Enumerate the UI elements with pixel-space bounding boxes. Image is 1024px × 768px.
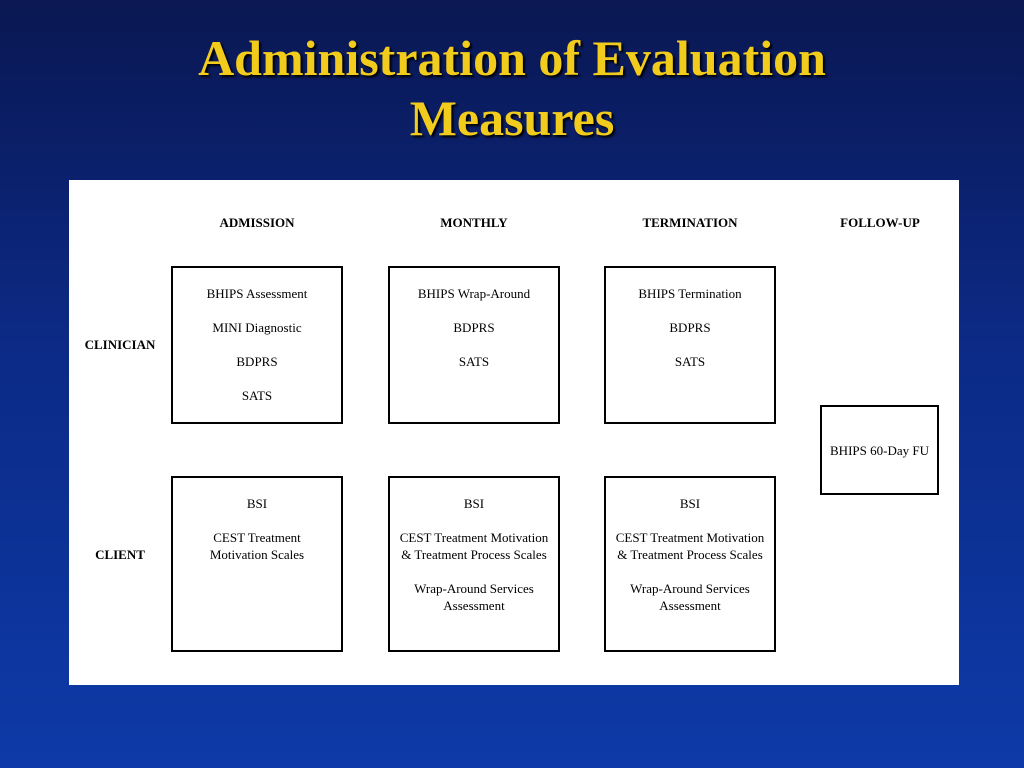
measure-item: BDPRS [669,320,711,335]
row-label-client: CLIENT [95,547,145,562]
measure-item: SATS [241,388,273,403]
column-header-admission: ADMISSION [219,215,295,230]
measure-item: CEST Treatment Motivation & Treatment Process Scales [615,530,765,562]
client-termination-box [604,476,776,652]
measure-item: BSI [246,496,268,511]
measure-item: BDPRS [236,354,278,369]
column-header-followup: FOLLOW-UP [840,215,920,230]
clinician-admission-box [171,266,343,424]
row-label-clinician: CLINICIAN [84,337,156,352]
measure-item: CEST Treatment Motivation & Treatment Process Scales [399,530,549,562]
measure-item: BDPRS [453,320,495,335]
measure-item: BHIPS Assessment [206,286,308,301]
measure-item: BSI [463,496,485,511]
measure-item: SATS [674,354,706,369]
client-admission-box [171,476,343,652]
measure-item: CEST Treatment Motivation Scales [209,530,305,562]
measure-item: BHIPS 60-Day FU [830,442,929,458]
client-monthly-box [388,476,560,652]
measure-item: BHIPS Wrap-Around [417,286,531,301]
measure-item: BHIPS Termination [638,286,742,301]
column-header-monthly: MONTHLY [440,215,508,230]
measure-item: MINI Diagnostic [212,320,302,335]
measure-item: BSI [679,496,701,511]
title-line-1: Administration of Evaluation [198,30,826,86]
measure-item: SATS [458,354,490,369]
measure-item: Wrap-Around Services Assessment [414,581,534,613]
clinician-monthly-box [388,266,560,424]
clinician-termination-box [604,266,776,424]
title-line-2: Measures [409,90,615,146]
measure-item: Wrap-Around Services Assessment [630,581,750,613]
slide-title [0,28,1024,148]
column-header-termination: TERMINATION [642,215,738,230]
followup-box [820,405,939,495]
diagram-panel [69,180,959,685]
